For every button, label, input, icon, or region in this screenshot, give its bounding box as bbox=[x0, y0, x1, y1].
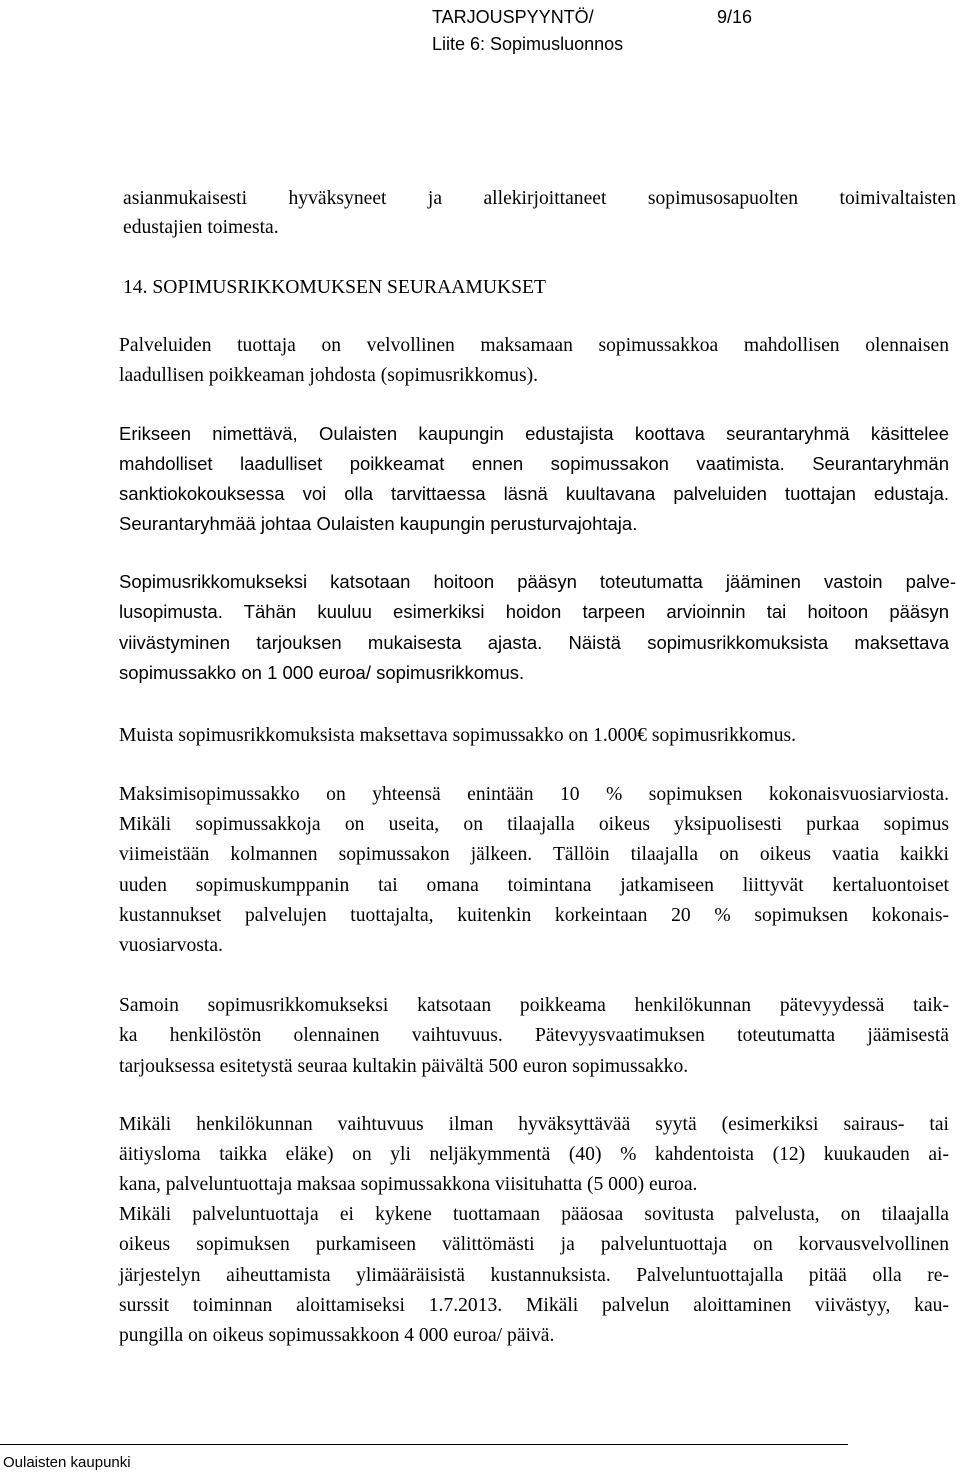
footer-divider bbox=[0, 1444, 848, 1445]
body-line: vuosiarvosta. bbox=[119, 935, 223, 956]
body-line: Muista sopimusrikkomuksista maksettava sopimussakko on 1.000€ sopimusrikkomus. bbox=[119, 725, 797, 746]
page-number: 9/16 bbox=[716, 7, 752, 27]
body-line: Samoin sopimusrikkomukseksi katsotaan poikkeama henkilökunnan pätevyydessä taik- bbox=[119, 995, 949, 1016]
body-line: viimeistään kolmannen sopimussakon jälkeen. Tällöin tilaajalla on oikeus vaatia kaikki bbox=[119, 844, 949, 865]
body-line: oikeus sopimuksen purkamiseen välittömästi ja palveluntuottaja on korvausvelvollinen bbox=[119, 1234, 949, 1255]
document-subtitle: Liite 6: Sopimusluonnos bbox=[432, 34, 624, 54]
body-line: kana, palveluntuottaja maksaa sopimussakkona viisituhatta (5 000) euroa. bbox=[119, 1174, 698, 1195]
body-line: uuden sopimuskumppanin tai omana toimintana jatkamiseen liittyvät kertaluontoiset bbox=[119, 875, 949, 896]
section-heading: 14. SOPIMUSRIKKOMUKSEN SEURAAMUKSET bbox=[123, 277, 546, 298]
body-line: sanktiokokouksessa voi olla tarvittaessa läsnä kuultavana palveluiden tuottajan edustaja. bbox=[119, 483, 949, 504]
body-line: edustajien toimesta. bbox=[123, 217, 279, 238]
body-line: pungilla on oikeus sopimussakkoon 4 000 euroa/ päivä. bbox=[119, 1325, 555, 1346]
body-line: järjestelyn aiheuttamista ylimääräisistä kustannuksista. Palveluntuottajalla pitää olla re- bbox=[119, 1265, 949, 1286]
page-header bbox=[432, 4, 752, 58]
body-line: surssit toiminnan aloittamiseksi 1.7.2013. Mikäli palvelun aloittaminen viivästyy, kau- bbox=[119, 1295, 949, 1316]
body-line: Palveluiden tuottaja on velvollinen maksamaan sopimussakkoa mahdollisen olennaisen bbox=[119, 335, 949, 356]
body-line: laadullisen poikkeaman johdosta (sopimusrikkomus). bbox=[119, 365, 539, 386]
document-title: TARJOUSPYYNTÖ/ bbox=[432, 7, 594, 27]
body-line: Mikäli palveluntuottaja ei kykene tuottamaan pääosaa sovitusta palvelusta, on tilaajalla bbox=[119, 1204, 949, 1225]
body-line: viivästyminen tarjouksen mukaisesta ajasta. Näistä sopimusrikkomuksista maksettava bbox=[119, 632, 949, 653]
body-line: Sopimusrikkomukseksi katsotaan hoitoon pääsyn toteutumatta jääminen vastoin palve- bbox=[119, 571, 956, 592]
body-line: ka henkilöstön olennainen vaihtuvuus. Pätevyysvaatimuksen toteutumatta jäämisestä bbox=[119, 1025, 949, 1046]
body-line: Seurantaryhmää johtaa Oulaisten kaupungin perusturvajohtaja. bbox=[119, 513, 638, 534]
body-line: sopimussakko on 1 000 euroa/ sopimusrikkomus. bbox=[119, 662, 525, 683]
body-line: mahdolliset laadulliset poikkeamat ennen sopimussakon vaatimista. Seurantaryhmän bbox=[119, 453, 949, 474]
body-line: Mikäli sopimussakkoja on useita, on tilaajalla oikeus yksipuolisesti purkaa sopimus bbox=[119, 814, 949, 835]
body-line: Maksimisopimussakko on yhteensä enintään 10 % sopimuksen kokonaisvuosiarviosta. bbox=[119, 784, 949, 805]
page-footer: Oulaisten kaupunki bbox=[3, 1454, 131, 1471]
body-line: Erikseen nimettävä, Oulaisten kaupungin edustajista koottava seurantaryhmä käsittelee bbox=[119, 423, 949, 444]
body-line: tarjouksessa esitetystä seuraa kultakin päivältä 500 euron sopimussakko. bbox=[119, 1056, 689, 1077]
body-line: kustannukset palvelujen tuottajalta, kuitenkin korkeintaan 20 % sopimuksen kokonais- bbox=[119, 905, 949, 926]
body-line: Mikäli henkilökunnan vaihtuvuus ilman hyväksyttävää syytä (esimerkiksi sairaus- tai bbox=[119, 1114, 949, 1135]
body-line: äitiysloma taikka eläke) on yli neljäkymmentä (40) % kahdentoista (12) kuukauden ai- bbox=[119, 1144, 949, 1165]
body-line: asianmukaisesti hyväksyneet ja allekirjoittaneet sopimusosapuolten toimivaltaisten bbox=[123, 188, 956, 209]
body-line: lusopimusta. Tähän kuuluu esimerkiksi hoidon tarpeen arvioinnin tai hoitoon pääsyn bbox=[119, 601, 949, 622]
